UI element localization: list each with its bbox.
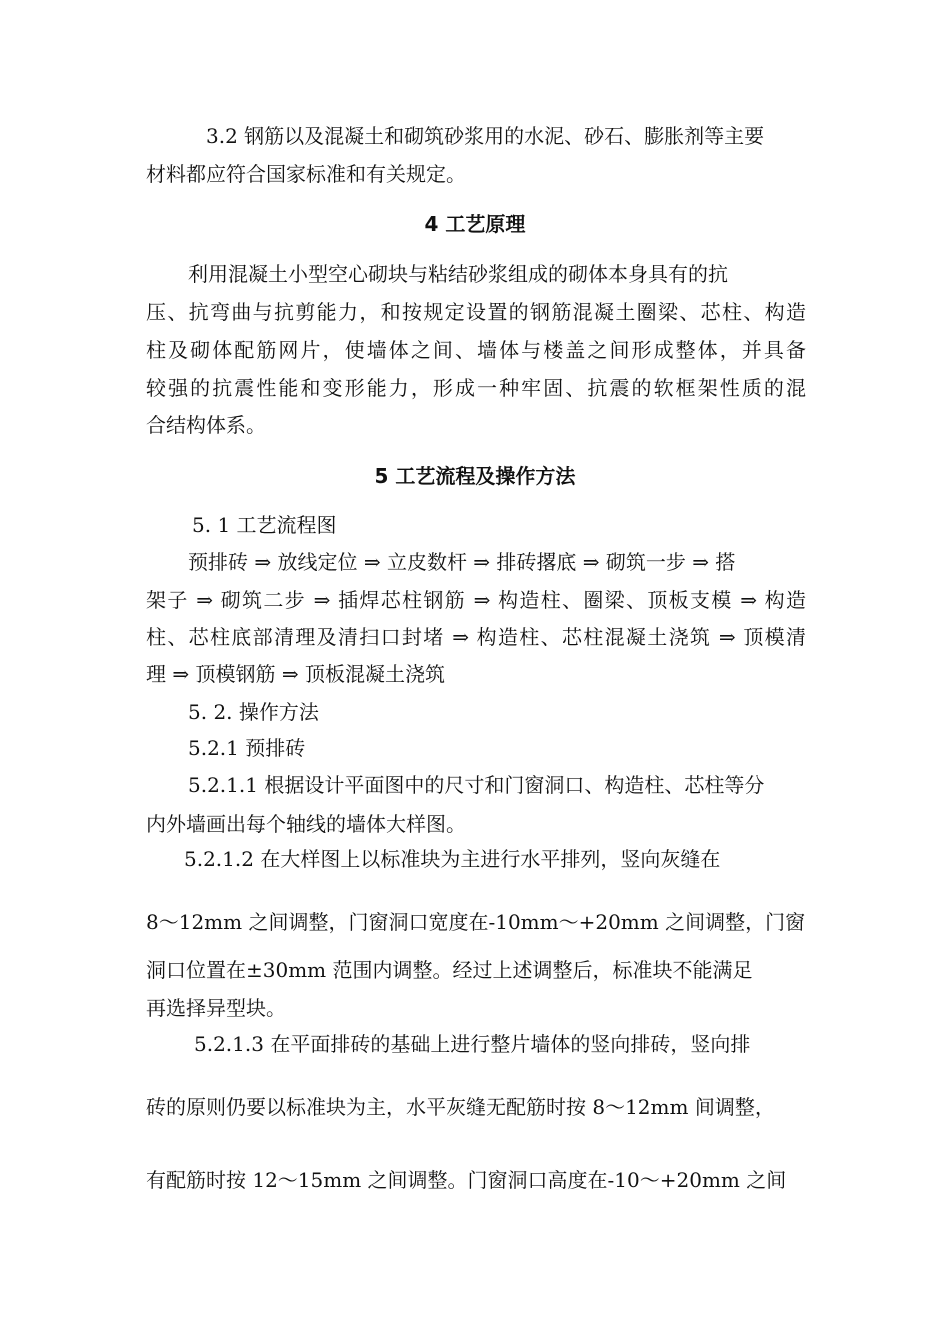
subsection-5-2-title: 5. 2. 操作方法 [188,700,319,724]
flow-line-4: 理 ⇒ 顶模钢筋 ⇒ 顶板混凝土浇筑 [146,662,445,686]
subsection-5-1-title: 5. 1 工艺流程图 [192,513,337,537]
paragraph-3-2-line-2: 材料都应符合国家标准和有关规定。 [146,162,466,186]
paragraph-5-2-1-1-line-1: 5.2.1.1 根据设计平面图中的尺寸和门窗洞口、构造柱、芯柱等分 [188,773,765,797]
paragraph-4-line-1: 利用混凝土小型空心砌块与粘结砂浆组成的砌体本身具有的抗 [188,262,728,286]
flow-line-2: 架子 ⇒ 砌筑二步 ⇒ 插焊芯柱钢筋 ⇒ 构造柱、圈梁、顶板支模 ⇒ 构造 [146,588,806,612]
paragraph-5-2-1-2-line-4: 再选择异型块。 [146,996,286,1020]
section-5-heading: 5 工艺流程及操作方法 [374,464,576,488]
paragraph-4-line-5: 合结构体系。 [146,413,266,437]
paragraph-3-2-line-1: 3.2 钢筋以及混凝土和砌筑砂浆用的水泥、砂石、膨胀剂等主要 [206,124,765,148]
paragraph-5-2-1-3-line-2: 砖的原则仍要以标准块为主，水平灰缝无配筋时按 8～12mm 间调整， [146,1095,775,1119]
subsection-5-2-1-title: 5.2.1 预排砖 [188,736,306,760]
paragraph-4-line-3: 柱及砌体配筋网片，使墙体之间、墙体与楼盖之间形成整体，并具备 [146,338,806,362]
paragraph-4-line-2: 压、抗弯曲与抗剪能力，和按规定设置的钢筋混凝土圈梁、芯柱、构造 [146,300,806,324]
paragraph-4-line-4: 较强的抗震性能和变形能力，形成一种牢固、抗震的软框架性质的混 [146,376,806,400]
section-4-heading: 4 工艺原理 [424,212,526,236]
paragraph-5-2-1-1-line-2: 内外墙画出每个轴线的墙体大样图。 [146,812,466,836]
paragraph-5-2-1-2-line-1: 5.2.1.2 在大样图上以标准块为主进行水平排列，竖向灰缝在 [184,847,721,871]
paragraph-5-2-1-2-line-3: 洞口位置在±30mm 范围内调整。经过上述调整后，标准块不能满足 [146,958,753,982]
flow-line-1: 预排砖 ⇒ 放线定位 ⇒ 立皮数杆 ⇒ 排砖撂底 ⇒ 砌筑一步 ⇒ 搭 [188,550,736,574]
paragraph-5-2-1-3-line-3: 有配筋时按 12～15mm 之间调整。门窗洞口高度在-10～+20mm 之间 [146,1168,787,1192]
paragraph-5-2-1-3-line-1: 5.2.1.3 在平面排砖的基础上进行整片墙体的竖向排砖，竖向排 [194,1032,751,1056]
flow-line-3: 柱、芯柱底部清理及清扫口封堵 ⇒ 构造柱、芯柱混凝土浇筑 ⇒ 顶模清 [146,625,806,649]
paragraph-5-2-1-2-line-2: 8～12mm 之间调整，门窗洞口宽度在-10mm～+20mm 之间调整，门窗 [146,910,806,934]
